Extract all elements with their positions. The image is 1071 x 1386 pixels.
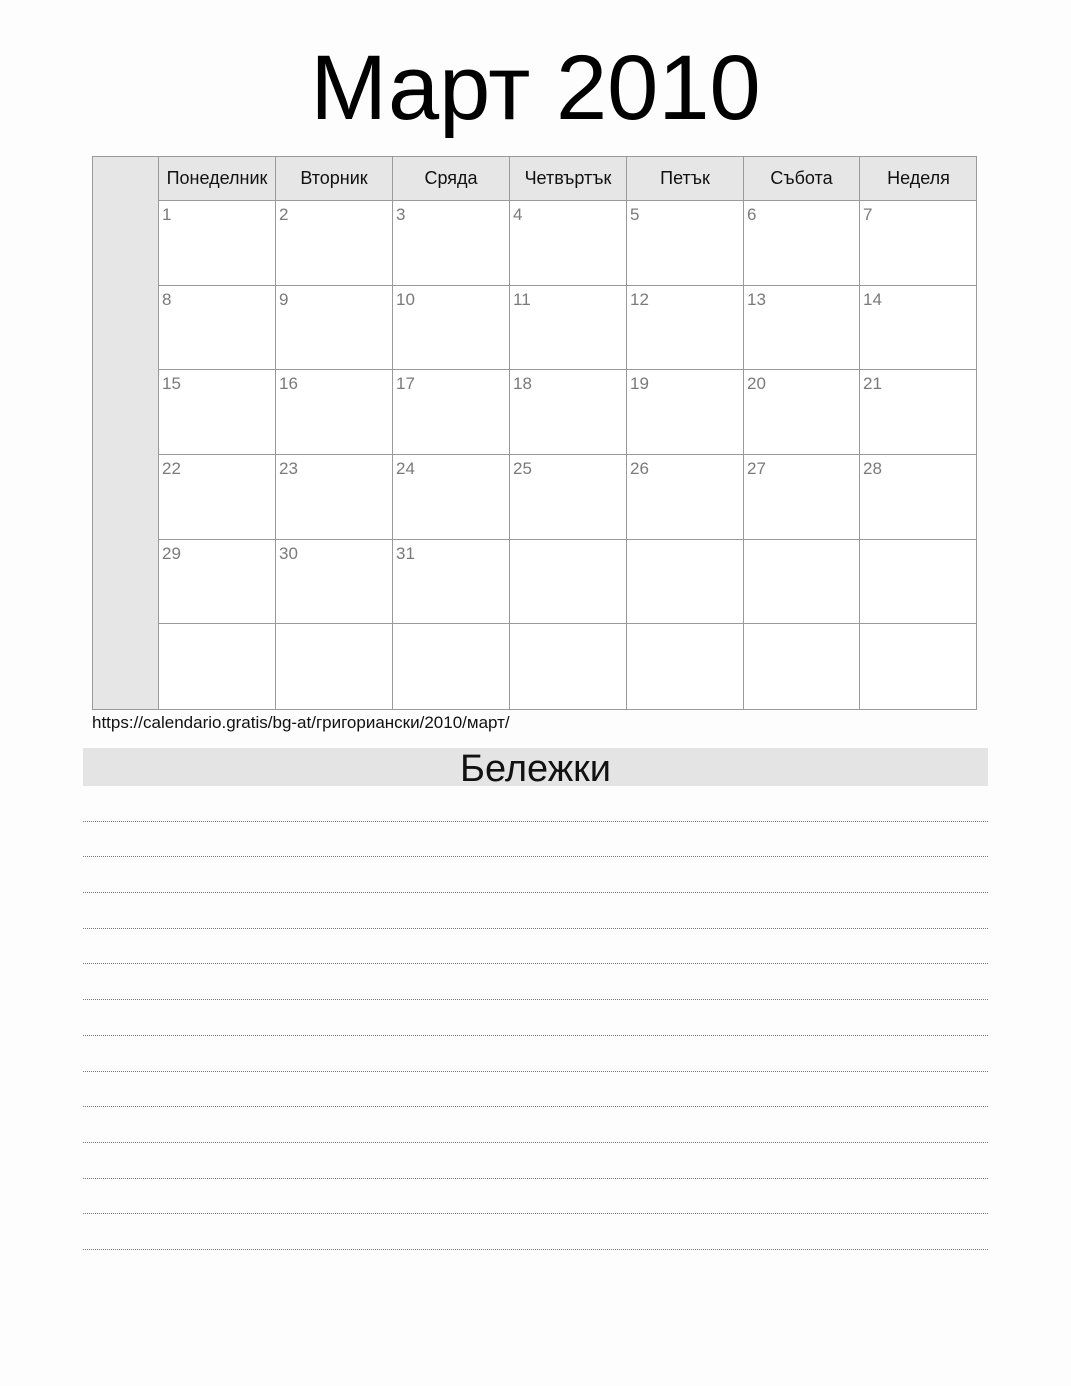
note-line xyxy=(83,929,988,965)
day-cell xyxy=(860,201,977,286)
weekday-friday: Петък xyxy=(627,157,744,200)
day-cell xyxy=(393,624,510,709)
day-number: 19 xyxy=(630,374,649,394)
day-number: 26 xyxy=(630,458,649,478)
day-cell xyxy=(627,624,744,709)
day-number: 24 xyxy=(396,458,415,478)
note-line xyxy=(83,786,988,822)
day-cell xyxy=(393,201,510,286)
weekday-header xyxy=(159,157,976,201)
note-line xyxy=(83,857,988,893)
weekday-saturday: Събота xyxy=(744,157,860,200)
day-number: 18 xyxy=(513,374,532,394)
day-cell xyxy=(744,370,860,455)
day-cell xyxy=(627,455,744,540)
day-cell xyxy=(860,455,977,540)
day-cell xyxy=(159,455,276,540)
day-grid xyxy=(159,201,976,709)
day-cell xyxy=(744,540,860,625)
note-line xyxy=(83,964,988,1000)
day-cell xyxy=(276,201,393,286)
page-title: Март 2010 xyxy=(310,37,761,139)
weekday-monday: Понеделник xyxy=(159,157,276,200)
weekday-thursday: Четвъртък xyxy=(510,157,627,200)
note-line xyxy=(83,1000,988,1036)
day-number: 21 xyxy=(863,374,882,394)
weekday-tuesday: Вторник xyxy=(276,157,393,200)
day-cell xyxy=(860,624,977,709)
day-number: 8 xyxy=(162,289,172,309)
day-cell xyxy=(627,540,744,625)
note-line xyxy=(83,1036,988,1072)
day-cell xyxy=(744,455,860,540)
day-cell xyxy=(860,286,977,371)
note-line xyxy=(83,893,988,929)
note-line xyxy=(83,1107,988,1143)
note-line xyxy=(83,1214,988,1250)
weekday-sunday: Неделя xyxy=(887,168,950,188)
day-cell xyxy=(393,370,510,455)
day-number: 5 xyxy=(630,205,640,224)
day-cell xyxy=(276,540,393,625)
day-number: 25 xyxy=(513,458,532,478)
day-cell xyxy=(627,370,744,455)
day-cell xyxy=(744,201,860,286)
source-url: https://calendario.gratis/bg-at/григориански/2010/март/ xyxy=(92,713,510,732)
day-cell xyxy=(159,286,276,371)
day-cell xyxy=(627,201,744,286)
day-number: 12 xyxy=(630,289,649,309)
day-number: 6 xyxy=(747,205,757,224)
day-number: 9 xyxy=(279,289,289,309)
day-number: 11 xyxy=(513,289,531,309)
day-cell xyxy=(159,201,276,286)
day-cell xyxy=(510,286,627,371)
day-number: 17 xyxy=(396,374,415,394)
day-cell xyxy=(393,455,510,540)
day-cell xyxy=(159,624,276,709)
note-line xyxy=(83,1143,988,1179)
day-cell xyxy=(860,540,977,625)
day-number: 10 xyxy=(396,289,415,309)
notes-lines xyxy=(83,786,988,1250)
day-number: 16 xyxy=(279,374,298,394)
day-cell xyxy=(276,624,393,709)
day-cell xyxy=(276,370,393,455)
day-cell xyxy=(276,286,393,371)
month-calendar xyxy=(92,156,977,710)
day-number: 30 xyxy=(279,543,298,563)
day-cell xyxy=(393,540,510,625)
day-number: 2 xyxy=(279,205,289,224)
day-number: 27 xyxy=(747,458,766,478)
day-number: 28 xyxy=(863,458,882,478)
day-number: 29 xyxy=(162,543,181,563)
day-number: 7 xyxy=(863,205,873,224)
day-number: 13 xyxy=(747,289,766,309)
day-number: 15 xyxy=(162,374,181,394)
day-cell xyxy=(159,370,276,455)
day-cell xyxy=(159,540,276,625)
day-number: 20 xyxy=(747,374,766,394)
day-cell xyxy=(510,540,627,625)
day-number: 4 xyxy=(513,205,523,224)
notes-title: Бележки xyxy=(83,748,988,786)
weekday-wednesday: Сряда xyxy=(393,157,510,200)
day-cell xyxy=(860,370,977,455)
day-number: 23 xyxy=(279,458,298,478)
week-number-column xyxy=(93,157,159,709)
day-cell xyxy=(393,286,510,371)
day-cell xyxy=(510,370,627,455)
note-line xyxy=(83,1072,988,1108)
day-cell xyxy=(510,624,627,709)
day-number: 1 xyxy=(162,205,172,224)
day-cell xyxy=(276,455,393,540)
note-line xyxy=(83,822,988,858)
day-cell xyxy=(744,286,860,371)
day-number: 3 xyxy=(396,205,406,224)
day-cell xyxy=(510,201,627,286)
day-number: 31 xyxy=(396,543,415,563)
day-number: 22 xyxy=(162,458,181,478)
note-line xyxy=(83,1179,988,1215)
day-cell xyxy=(627,286,744,371)
day-number: 14 xyxy=(863,289,882,309)
day-cell xyxy=(510,455,627,540)
day-cell xyxy=(744,624,860,709)
